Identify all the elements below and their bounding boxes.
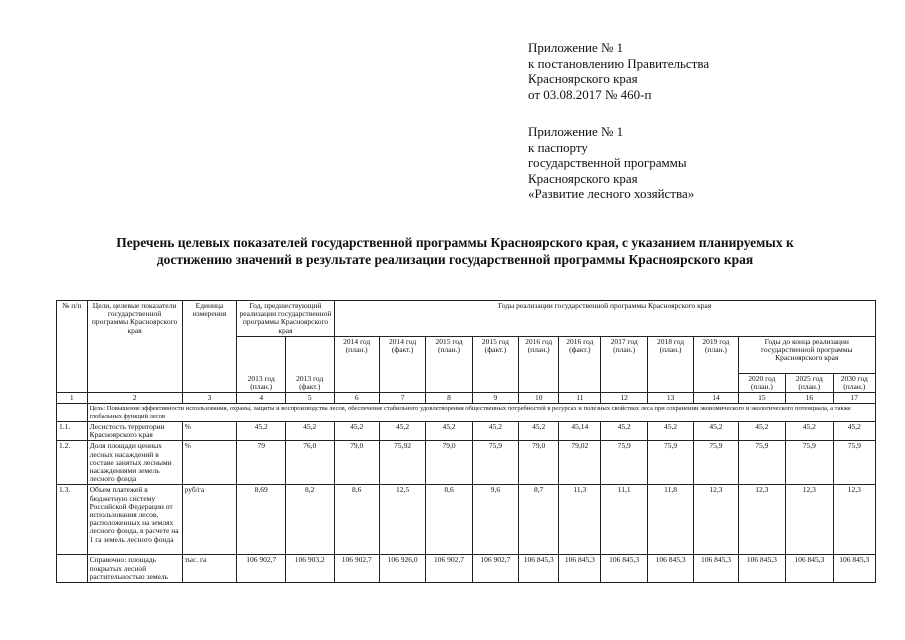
table-row [57,441,876,485]
cell-value: 106 845,3 [519,555,559,583]
title-line-1: Перечень целевых показателей государственной программы Красноярского края, с указанием планируемых к [116,235,794,250]
row-unit: % [182,441,237,485]
row-unit: руб/га [182,485,237,555]
cell-value: 106 845,3 [694,555,738,583]
cell-value: 106 845,3 [786,555,833,583]
cell-value: 106 845,3 [738,555,785,583]
row-unit: тыс. га [182,555,237,583]
cell-value: 79,0 [519,441,559,485]
column-number: 13 [647,393,693,404]
row-name: Доля площади ценных лесных насаждений в составе занятых лесными насаждениями земель лесного фонда [87,441,182,485]
cell-value: 12,3 [738,485,785,555]
column-number: 10 [519,393,559,404]
cell-value: 75,9 [472,441,518,485]
header-unit: Единица измерения [182,301,237,393]
cell-value: 75,9 [694,441,738,485]
header-2013-plan: 2013 год (план.) [237,336,286,392]
header-2017-plan: 2017 год (план.) [601,336,647,392]
header-2025-plan: 2025 год (план.) [786,373,833,392]
column-number: 1 [57,393,88,404]
column-number: 5 [285,393,334,404]
cell-value: 75,92 [379,441,425,485]
row-num [57,555,88,583]
cell-value: 45,2 [334,422,379,441]
header-2019-plan: 2019 год (план.) [694,336,738,392]
header-2015-fact: 2015 год (факт.) [472,336,518,392]
row-unit: % [182,422,237,441]
header-row-1 [57,301,876,337]
cell-value: 11,3 [559,485,601,555]
cell-value: 8,6 [334,485,379,555]
cell-value: 106 845,3 [833,555,875,583]
header-2015-plan: 2015 год (план.) [426,336,472,392]
header-years-to-end: Годы до конца реализации государственной программы Красноярского края [738,336,875,373]
title-line-2: достижению значений в результате реализации государственной программы Красноярского края [156,252,754,267]
cell-value: 45,2 [379,422,425,441]
cell-value: 12,3 [833,485,875,555]
cell-value: 75,9 [601,441,647,485]
header-goal: Цели, целевые показатели государственной программы Красноярского края [87,301,182,393]
header-2013-fact: 2013 год (факт.) [285,336,334,392]
cell-value: 45,2 [738,422,785,441]
header-2030-plan: 2030 год (план.) [833,373,875,392]
cell-value: 79,02 [559,441,601,485]
appendix-line: «Развитие лесного хозяйства» [528,186,695,201]
column-number: 12 [601,393,647,404]
cell-value: 45,2 [601,422,647,441]
cell-value: 12,3 [786,485,833,555]
column-number: 4 [237,393,286,404]
appendix-1-block [528,40,709,102]
cell-value: 8,7 [519,485,559,555]
row-num: 1.1. [57,422,88,441]
row-num: 1.3. [57,485,88,555]
cell-value: 8,2 [285,485,334,555]
header-2016-plan: 2016 год (план.) [519,336,559,392]
cell-value: 45,2 [285,422,334,441]
goal-row [57,404,876,422]
column-number: 11 [559,393,601,404]
appendix-2-block [528,124,694,202]
column-number: 17 [833,393,875,404]
row-num: 1.2. [57,441,88,485]
header-2014-plan: 2014 год (план.) [334,336,379,392]
cell-value: 45,2 [647,422,693,441]
column-number: 8 [426,393,472,404]
cell-value: 106 902,7 [472,555,518,583]
cell-value: 11,1 [601,485,647,555]
header-2018-plan: 2018 год (план.) [647,336,693,392]
cell-value: 106 845,3 [647,555,693,583]
appendix-line: государственной программы [528,155,687,170]
appendix-line: от 03.08.2017 № 460-п [528,86,652,102]
row-name: Объем платежей в бюджетную систему Российской Федерации от использования лесов, расположенных на землях лесного фонда, в расчете на 1 га земель лесного фонда [87,485,182,555]
cell-value: 106 903,2 [285,555,334,583]
goal-text: Цель: Повышение эффективности использования, охраны, защиты и воспроизводства лесов, обеспечение стабильного удовлетворения общественных потребностей в ресурсах и полезных свойствах леса при сохранении экономического и экологического потенциала, а также глобальных функций лесов [87,404,875,422]
header-years-realization: Годы реализации государственной программы Красноярского края [334,301,876,337]
header-num: № п/п [57,301,88,393]
column-number: 16 [786,393,833,404]
table-row [57,485,876,555]
cell-value: 106 845,3 [601,555,647,583]
appendix-line: Приложение № 1 [528,124,624,139]
column-number: 2 [87,393,182,404]
column-number: 9 [472,393,518,404]
cell-value: 75,9 [647,441,693,485]
cell-value: 106 845,3 [559,555,601,583]
cell-value: 45,2 [519,422,559,441]
cell-value: 8,69 [237,485,286,555]
table-row [57,555,876,583]
cell-value: 45,2 [786,422,833,441]
cell-value: 106 902,7 [426,555,472,583]
column-number: 15 [738,393,785,404]
column-number: 14 [694,393,738,404]
cell-value: 45,14 [559,422,601,441]
column-number: 3 [182,393,237,404]
cell-value: 45,2 [833,422,875,441]
cell-value: 11,8 [647,485,693,555]
header-2014-fact: 2014 год (факт.) [379,336,425,392]
cell-value: 45,2 [426,422,472,441]
cell-value: 75,9 [786,441,833,485]
row-name: Справочно: площадь покрытых лесной растительностью земель [87,555,182,583]
cell-value: 106 926,0 [379,555,425,583]
cell-value: 45,2 [237,422,286,441]
appendix-line: Красноярского края [528,71,638,86]
cell-value: 12,5 [379,485,425,555]
header-prev-year: Год, предшествующий реализации государственной программы Красноярского края [237,301,334,337]
table-row [57,422,876,441]
cell-value: 76,0 [285,441,334,485]
cell-value: 75,9 [833,441,875,485]
cell-value: 8,6 [426,485,472,555]
appendix-line: Красноярского края [528,170,638,186]
header-2016-fact: 2016 год (факт.) [559,336,601,392]
cell-value: 79,0 [426,441,472,485]
cell-value: 79,0 [334,441,379,485]
cell-value: 12,3 [694,485,738,555]
cell-value: 106 902,7 [237,555,286,583]
cell-value: 45,2 [472,422,518,441]
cell-value: 45,2 [694,422,738,441]
header-2020-plan: 2020 год (план.) [738,373,785,392]
appendix-line: к постановлению Правительства [528,55,710,71]
document-title [40,234,870,268]
cell-value: 106 902,7 [334,555,379,583]
row-name: Лесистость территории Красноярского края [87,422,182,441]
appendix-line: Приложение № 1 [528,40,624,55]
indicators-table [56,300,876,583]
column-number: 6 [334,393,379,404]
column-numbers-row [57,393,876,404]
cell-value: 79 [237,441,286,485]
cell-value: 75,9 [738,441,785,485]
column-number: 7 [379,393,425,404]
appendix-line: к паспорту [528,139,588,155]
goal-num-cell [57,404,88,422]
cell-value: 9,6 [472,485,518,555]
